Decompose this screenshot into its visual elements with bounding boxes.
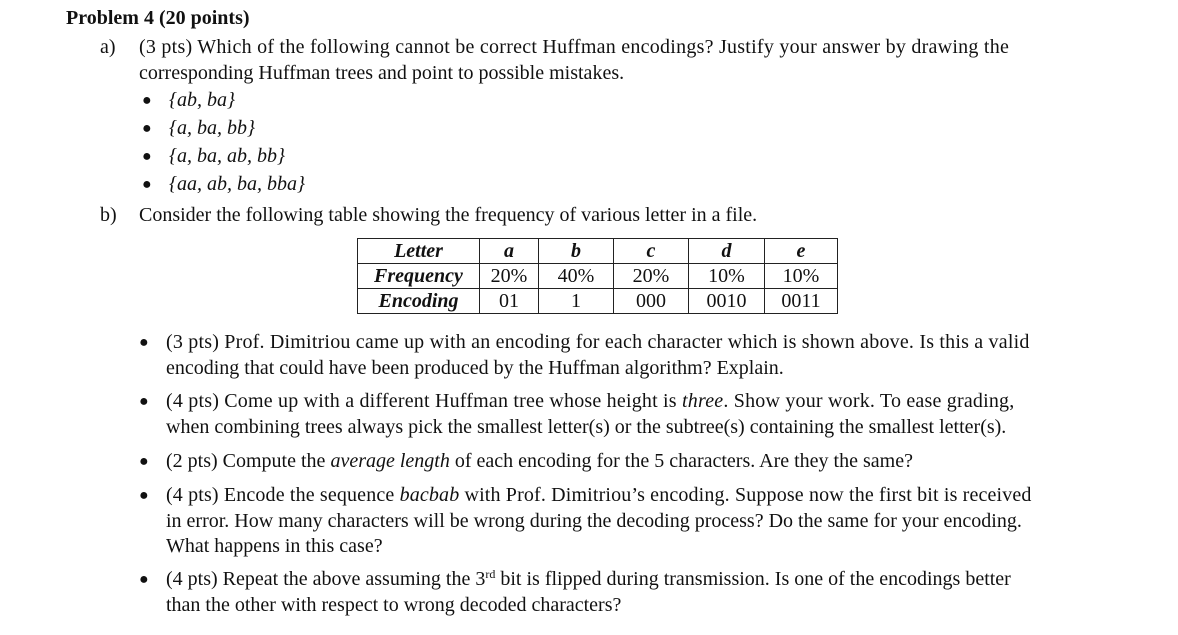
part-a-line2: corresponding Huffman trees and point to possible mistakes. [139, 62, 625, 84]
part-a-line1: (3 pts) Which of the following cannot be correct Huffman encodings? Justify your answer by drawing the [139, 36, 1010, 58]
frequency-cell: 20% [480, 264, 539, 289]
option-3: {a, ba, ab, bb} [169, 145, 285, 167]
bullet-icon: ● [142, 176, 152, 193]
question-flip-line1: (4 pts) Repeat the above assuming the 3rd bit is flipped during transmission. Is one of the encodings better [166, 567, 1011, 590]
bullet-icon: ● [142, 148, 152, 165]
frequency-cell: 40% [539, 264, 614, 289]
bullet-icon: ● [139, 487, 149, 504]
question-average-length: (2 pts) Compute the average length of each encoding for the 5 characters. Are they the same? [166, 450, 913, 472]
letter-cell: c [614, 239, 689, 264]
question-validity-line2: encoding that could have been produced by the Huffman algorithm? Explain. [166, 357, 784, 379]
bullet-icon: ● [142, 120, 152, 137]
part-b-label: b) [100, 204, 117, 226]
bullet-icon: ● [142, 92, 152, 109]
encoding-cell: 000 [614, 289, 689, 314]
question-encode-line2: in error. How many characters will be wrong during the decoding process? Do the same for your encoding. [166, 510, 1022, 532]
question-validity-line1: (3 pts) Prof. Dimitriou came up with an encoding for each character which is shown above. Is this a valid [166, 331, 1030, 353]
bullet-icon: ● [139, 393, 149, 410]
frequency-cell: 10% [689, 264, 765, 289]
encoding-cell: 0010 [689, 289, 765, 314]
bullet-icon: ● [139, 571, 149, 588]
letter-cell: b [539, 239, 614, 264]
letter-cell: e [765, 239, 838, 264]
part-b-intro: Consider the following table showing the frequency of various letter in a file. [139, 204, 758, 226]
row-header-encoding: Encoding [358, 289, 480, 314]
option-1: {ab, ba} [169, 89, 235, 111]
row-header-frequency: Frequency [358, 264, 480, 289]
option-4: {aa, ab, ba, bba} [169, 173, 305, 195]
question-encode-line3: What happens in this case? [166, 535, 383, 557]
letter-row [358, 239, 838, 264]
question-flip-line2: than the other with respect to wrong decoded characters? [166, 594, 622, 616]
part-a-label: a) [100, 36, 116, 58]
question-tree-line1: (4 pts) Come up with a different Huffman tree whose height is three. Show your work. To ease grading, [166, 390, 1015, 412]
encoding-cell: 01 [480, 289, 539, 314]
question-tree-line2: when combining trees always pick the smallest letter(s) or the subtree(s) containing the smallest letter(s). [166, 416, 1007, 438]
frequency-cell: 20% [614, 264, 689, 289]
frequency-cell: 10% [765, 264, 838, 289]
encoding-row [358, 289, 838, 314]
letter-cell: a [480, 239, 539, 264]
bullet-icon: ● [139, 334, 149, 351]
encoding-cell: 1 [539, 289, 614, 314]
frequency-table [357, 238, 838, 314]
question-encode-line1: (4 pts) Encode the sequence bacbab with Prof. Dimitriou’s encoding. Suppose now the first bit is received [166, 484, 1032, 506]
frequency-row [358, 264, 838, 289]
problem-title: Problem 4 (20 points) [66, 7, 250, 29]
letter-cell: d [689, 239, 765, 264]
row-header-letter: Letter [358, 239, 480, 264]
option-2: {a, ba, bb} [169, 117, 255, 139]
bullet-icon: ● [139, 453, 149, 470]
encoding-cell: 0011 [765, 289, 838, 314]
